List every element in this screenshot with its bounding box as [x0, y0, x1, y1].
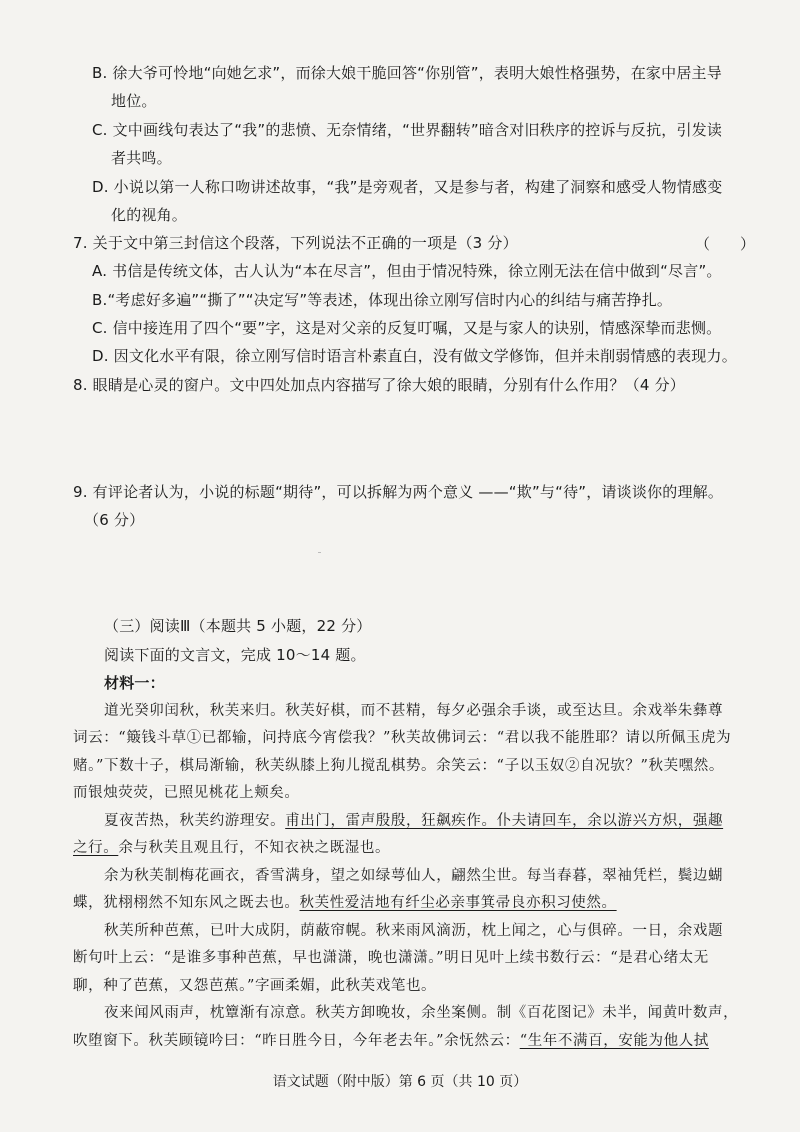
q6-option-b-line2: 地位。 — [111, 92, 157, 110]
q9-stem-line2: （6 分） — [84, 511, 145, 529]
q6-option-b-line1: B. 徐大爷可怜地“向她乞求”，而徐大娘干脆回答“你别管”，表明大娘性格强势，在家中居主导 — [92, 64, 722, 82]
q6-option-d-line1: D. 小说以第一人称口吻讲述故事，“我”是旁观者，又是参与者，构建了洞察和感受人物情感变 — [92, 178, 723, 196]
passage-p5-line1: 夜来闻风雨声，枕簟渐有凉意。秋芙方卸晚妆，余坐案侧。制《百花图记》未半，闻黄叶数声， — [104, 1005, 739, 1021]
section-instruction: 阅读下面的文言文，完成 10～14 题。 — [104, 646, 366, 664]
q6-option-c-line1: C. 文中画线句表达了“我”的悲愤、无奈情绪，“世界翻转”暗含对旧秩序的控诉与反抗，引发读 — [92, 121, 723, 139]
passage-p4-line2: 断句叶上云：“是谁多事种芭蕉，早也潇潇，晚也潇潇。”明日见叶上续书数行云：“是君心绪太无 — [73, 950, 709, 966]
underlined-quote: “生年不满百，安能为他人拭 — [519, 1033, 709, 1049]
passage-p2-line1 — [104, 811, 723, 831]
page-footer: 语文试题（附中版）第 6 页（共 10 页） — [272, 1074, 528, 1090]
scan-speck — [318, 552, 321, 553]
q6-option-c-line2: 者共鸣。 — [111, 149, 172, 167]
q7-option-a: A. 书信是传统文体，古人认为“本在尽言”，但由于情况特殊，徐立刚无法在信中做到“尽言”。 — [92, 262, 722, 280]
passage-p2-rest: 余与秋芙且观且行，不知衣袂之既湿也。 — [118, 840, 391, 856]
q7-option-d: D. 因文化水平有限，徐立刚写信时语言朴素直白，没有做文学修饰，但并未削弱情感的表现力。 — [92, 347, 737, 365]
q6-option-d-line2: 化的视角。 — [111, 206, 188, 224]
passage-p1-line4: 而银烛荧荧，已照见桃花上颊矣。 — [73, 785, 300, 801]
passage-p4-line3: 聊，种了芭蕉，又怨芭蕉。”字画柔媚，此秋芙戏笔也。 — [73, 978, 437, 994]
underlined-unpunctuated-sentence: 秋芙性爱洁地有纤尘必亲事箕帚良亦积习使然。 — [299, 895, 617, 911]
passage-p1-line2: 词云：“簸钱斗草①已都输，问持底今宵偿我？”秋芙故佛词云：“君以我不能胜耶？请以所佩玉虎为 — [73, 730, 732, 746]
passage-p1-line1: 道光癸卯闰秋，秋芙来归。秋芙好棋，而不甚精，每夕必强余手谈，或至达旦。余戏举朱彝尊 — [104, 703, 724, 719]
passage-p4-line1: 秋芙所种芭蕉，已叶大成阴，荫蔽帘幌。秋来雨风滴沥，枕上闻之，心与俱碎。一日，余戏题 — [104, 923, 724, 939]
material-label: 材料一： — [104, 674, 165, 692]
passage-p2-line2 — [73, 838, 390, 858]
q7-stem: 7. 关于文中第三封信这个段落，下列说法不正确的一项是（3 分） — [73, 234, 518, 252]
underlined-sentence-end: 之行。 — [73, 840, 119, 856]
underlined-sentence: 甫出门，雷声殷殷，狂飙疾作。仆夫请回车，余以游兴方炽，强趣 — [285, 813, 724, 829]
q8-stem: 8. 眼睛是心灵的窗户。文中四处加点内容描写了徐大娘的眼睛，分别有什么作用？（4 分） — [73, 376, 685, 394]
passage-p1-line3: 赌。”下数十子，棋局渐输，秋芙纵膝上狗儿搅乱棋势。余笑云：“子以玉奴②自况欤？”秋芙嘿然。 — [73, 758, 724, 774]
passage-p5-line2 — [73, 1031, 709, 1051]
q7-answer-paren: （ ） — [695, 235, 756, 253]
section-title: （三）阅读Ⅲ（本题共 5 小题，22 分） — [104, 617, 372, 635]
q9-stem-line1: 9. 有评论者认为，小说的标题“期待”，可以拆解为两个意义 ——“欺”与“待”，请谈谈你的理解。 — [73, 483, 724, 501]
passage-p3-line2 — [73, 893, 617, 913]
q7-option-c: C. 信中接连用了四个“要”字，这是对父亲的反复叮嘱，又是与家人的诀别，情感深挚而悲恻。 — [92, 319, 722, 337]
passage-p3-plain: 蝶，犹栩栩然不知东风之既去也。 — [73, 895, 300, 911]
passage-p5-plain: 吹堕窗下。秋芙顾镜吟曰：“昨日胜今日，今年老去年。”余怃然云： — [73, 1033, 520, 1049]
q7-option-b: B.“考虑好多遍”“撕了”“决定写”等表述，体现出徐立刚写信时内心的纠结与痛苦挣扎。 — [92, 291, 673, 309]
passage-p2-plain: 夏夜苦热，秋芙约游理安。 — [104, 813, 286, 829]
passage-p3-line1: 余为秋芙制梅花画衣，香雪满身，望之如绿萼仙人，翩然尘世。每当春暮，翠袖凭栏，鬓边蝴 — [104, 868, 724, 884]
